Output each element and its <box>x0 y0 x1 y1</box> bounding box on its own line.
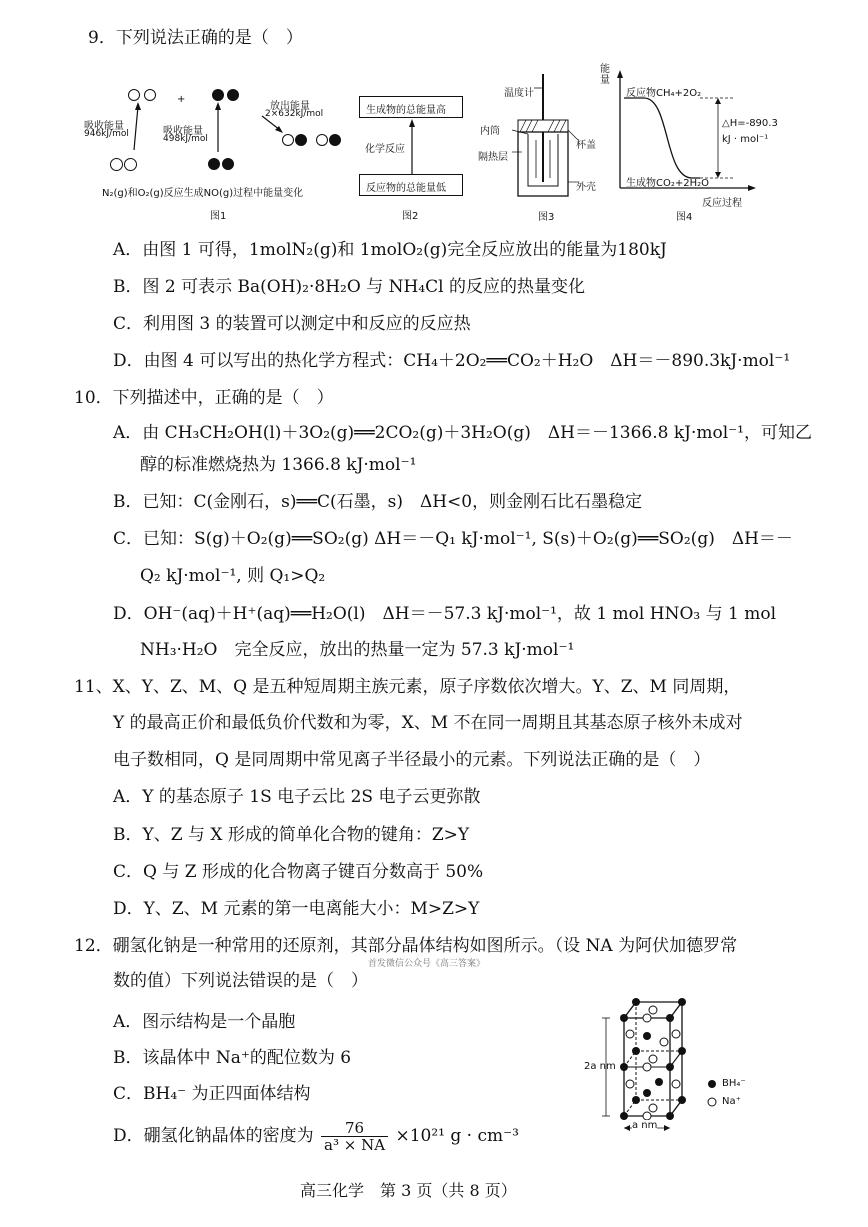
q11-stem-line3: 电子数相同，Q 是同周期中常见离子半径最小的元素。下列说法正确的是（ ） <box>113 750 711 770</box>
q10-option-b: B．已知：C(金刚石，s)══C(石墨，s) ΔH<0，则金刚石比石墨稳定 <box>113 492 643 512</box>
q9-stem: 9．下列说法正确的是（ ） <box>88 28 303 48</box>
legend-bh4: BH₄⁻ <box>722 1078 746 1089</box>
q12-stem-line1: 12．硼氢化钠是一种常用的还原剂，其部分晶体结构如图所示。（设 NA 为阿伏加德罗常 <box>74 936 738 956</box>
q9-option-c: C．利用图 3 的装置可以测定中和反应的反应热 <box>113 314 471 334</box>
q12-option-d-tail: ×10²¹ g · cm⁻³ <box>395 1126 519 1146</box>
q11-option-c: C．Q 与 Z 形成的化合物离子键百分数高于 50% <box>113 862 484 882</box>
q11-option-d: D．Y、Z、M 元素的第一电离能大小：M>Z>Y <box>113 899 480 919</box>
q12-option-b: B．该晶体中 Na⁺的配位数为 6 <box>113 1048 352 1068</box>
crystal-structure-figure <box>584 978 769 1138</box>
q10-stem: 10．下列描述中，正确的是（ ） <box>74 388 334 408</box>
figure-1: + 放出能量 2×632kJ/mol 吸收能量 946kJ/mol 吸收能量 498kJ/mol N₂(g)和O₂(g)反应生成NO(g)过程中能量变化 图1 <box>80 80 350 220</box>
density-fraction <box>321 1120 388 1153</box>
legend-na: Na⁺ <box>722 1096 741 1107</box>
watermark: 首发微信公众号《高三答案》 <box>368 959 486 969</box>
q10-option-c-line2: Q₂ kJ·mol⁻¹, 则 Q₁>Q₂ <box>140 566 326 586</box>
figure-2-label: 图2 <box>402 211 419 222</box>
figure-3-label: 图3 <box>538 212 555 223</box>
q10-option-a-line1: A．由 CH₃CH₂OH(l)＋3O₂(g)══2CO₂(g)＋3H₂O(g) ΔH＝－1366.8 kJ·mol⁻¹，可知乙 <box>113 423 812 443</box>
figure-3: 温度计 内筒 杯盖 隔热层 外壳 图3 <box>478 88 596 223</box>
q12-option-a: A．图示结构是一个晶胞 <box>113 1012 296 1032</box>
q10-option-d-line1: D．OH⁻(aq)＋H⁺(aq)══H₂O(l) ΔH＝－57.3 kJ·mol⁻¹，故 1 mol HNO₃ 与 1 mol <box>113 604 777 624</box>
q11-stem-line2: Y 的最高正价和最低负价代数和为零，X、M 不在同一周期且其基态原子核外未成对 <box>113 713 743 733</box>
q9-option-a: A．由图 1 可得，1molN₂(g)和 1molO₂(g)完全反应放出的能量为180kJ <box>113 240 667 260</box>
density-denominator: a³ × NA <box>324 1136 386 1154</box>
page-footer: 高三化学 第 3 页（共 8 页） <box>300 1181 517 1200</box>
width-label: a nm <box>632 1120 658 1131</box>
q11-stem-line1: 11、X、Y、Z、M、Q 是五种短周期主族元素，原子序数依次增大。Y、Z、M 同周期， <box>74 677 741 697</box>
q9-option-b: B．图 2 可表示 Ba(OH)₂·8H₂O 与 NH₄Cl 的反应的热量变化 <box>113 277 585 297</box>
q12-option-d <box>113 1120 519 1153</box>
q11-option-b: B．Y、Z 与 X 形成的简单化合物的键角：Z>Y <box>113 825 470 845</box>
figure-1-description: N₂(g)和O₂(g)反应生成NO(g)过程中能量变化 <box>102 188 304 199</box>
q10-option-d-line2: NH₃·H₂O 完全反应，放出的热量一定为 57.3 kJ·mol⁻¹ <box>140 640 575 660</box>
density-numerator: 76 <box>321 1120 388 1137</box>
q10-option-a-line2: 醇的标准燃烧热为 1366.8 kJ·mol⁻¹ <box>140 455 417 475</box>
q11-option-a: A．Y 的基态原子 1S 电子云比 2S 电子云更弥散 <box>113 787 481 807</box>
q10-option-c-line1: C．已知：S(g)＋O₂(g)══SO₂(g) ΔH＝－Q₁ kJ·mol⁻¹, S(s)＋O₂(g)══SO₂(g) ΔH＝－ <box>113 529 793 549</box>
height-label: 2a nm <box>584 1061 616 1072</box>
q12-option-c: C．BH₄⁻ 为正四面体结构 <box>113 1084 311 1104</box>
figure-4: 能量 反应物CH₄+2O₂ △H=-890.3 kJ · mol⁻¹ 生成物CO₂+2H₂O 反应过程 图4 <box>600 64 778 223</box>
q12-stem-line2: 数的值）下列说法错误的是（ ） <box>113 971 368 991</box>
figure-2: 生成物的总能量高 化学反应 反应物的总能量低 图2 <box>357 90 467 220</box>
figure-1-label: 图1 <box>210 211 227 222</box>
q9-option-d: D．由图 4 可以写出的热化学方程式：CH₄＋2O₂══CO₂＋H₂O ΔH＝－890.3kJ·mol⁻¹ <box>113 351 791 371</box>
q12-option-d-text: D．硼氢化钠晶体的密度为 <box>113 1126 314 1146</box>
figure-4-label: 图4 <box>676 212 693 223</box>
